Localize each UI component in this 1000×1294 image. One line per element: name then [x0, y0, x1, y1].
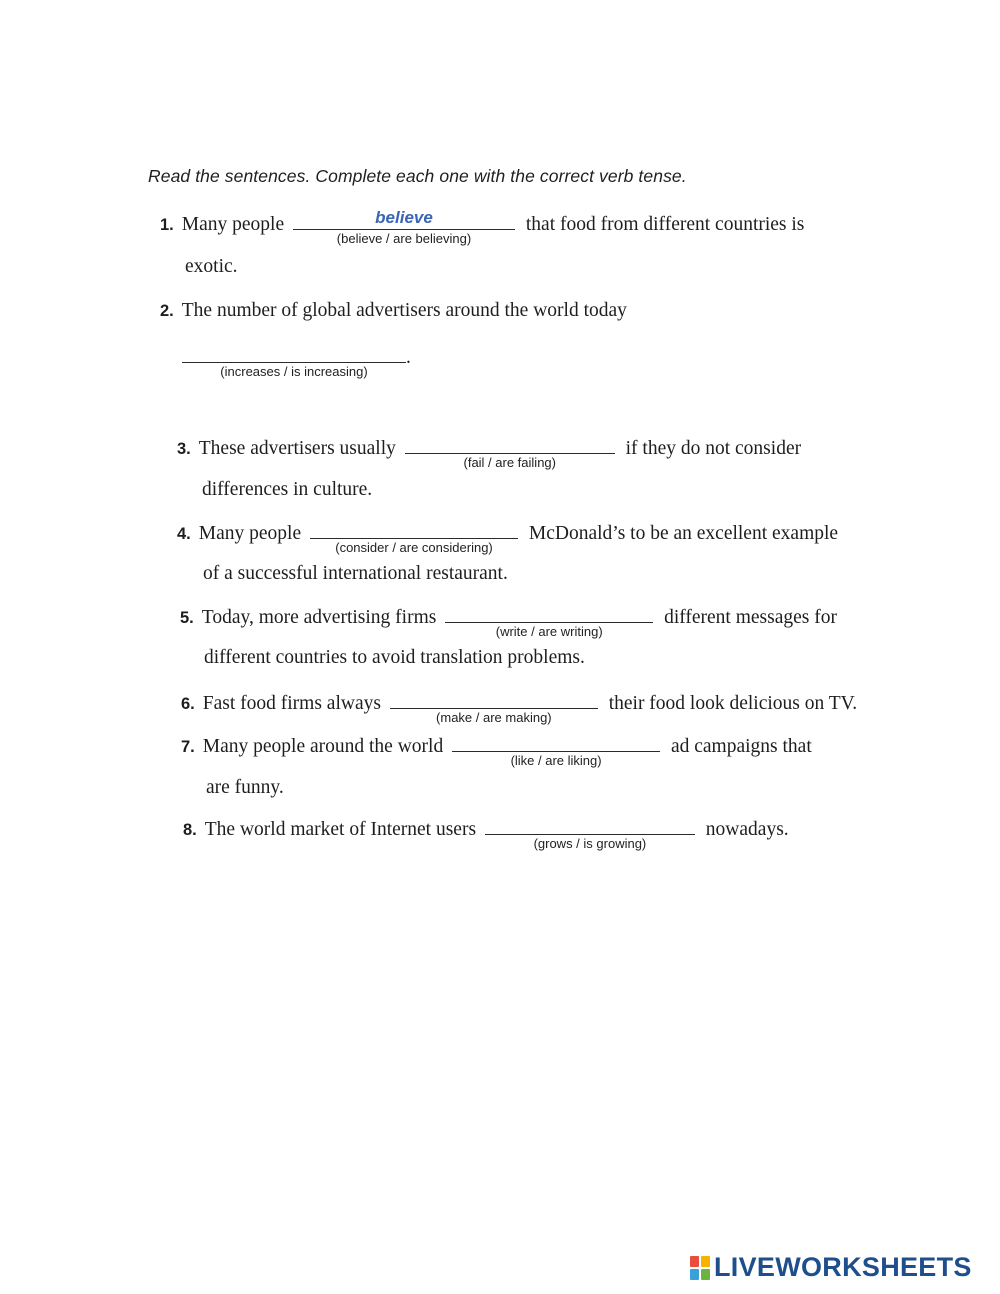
item-text-before: Today, more advertising firms — [201, 607, 437, 628]
item-text-after: nowadays. — [705, 819, 789, 840]
item-text-before: Many people — [198, 523, 302, 544]
item-6 — [181, 690, 858, 725]
answer-blank-3[interactable] — [405, 435, 615, 470]
item-number: 1. — [160, 216, 174, 234]
item-number: 7. — [181, 738, 195, 756]
item-2-blank-line — [182, 344, 411, 379]
item-text-after: ad campaigns that — [670, 736, 812, 757]
item-3-continuation: differences in culture. — [202, 479, 373, 500]
answer-blank-6[interactable] — [390, 690, 598, 725]
answer-blank-2[interactable] — [182, 344, 406, 379]
item-1-continuation: exotic. — [185, 256, 238, 277]
item-8 — [183, 816, 789, 851]
item-number: 5. — [180, 609, 194, 627]
item-5-continuation: different countries to avoid translation problems. — [204, 647, 585, 668]
answer-blank-7[interactable] — [452, 733, 660, 768]
verb-hint: (like / are liking) — [510, 753, 602, 768]
item-text-after: . — [406, 347, 411, 368]
item-text-before: These advertisers usually — [198, 438, 396, 459]
verb-hint: (grows / is growing) — [533, 836, 647, 851]
verb-hint: (increases / is increasing) — [220, 364, 368, 379]
answer-text: believe — [375, 208, 433, 227]
answer-blank-1[interactable] — [293, 208, 515, 246]
verb-hint: (make / are making) — [436, 710, 552, 725]
logo-square-3 — [690, 1269, 699, 1280]
item-2 — [160, 300, 627, 322]
verb-hint: (believe / are believing) — [336, 231, 472, 246]
item-1 — [160, 208, 805, 246]
answer-blank-4[interactable] — [310, 520, 518, 555]
item-7-continuation: are funny. — [206, 777, 284, 798]
item-number: 2. — [160, 302, 174, 320]
answer-blank-8[interactable] — [485, 816, 695, 851]
item-number: 4. — [177, 525, 191, 543]
item-text-after: that food from different countries is — [525, 214, 805, 235]
item-number: 3. — [177, 440, 191, 458]
verb-hint: (fail / are failing) — [463, 455, 556, 470]
logo-square-4 — [701, 1269, 710, 1280]
item-text-after: McDonald’s to be an excellent example — [528, 523, 839, 544]
liveworksheets-logo — [690, 1252, 972, 1283]
logo-square-1 — [690, 1256, 699, 1267]
item-text-before: The world market of Internet users — [204, 819, 477, 840]
logo-text: LIVEWORKSHEETS — [714, 1252, 972, 1282]
logo-square-2 — [701, 1256, 710, 1267]
item-text-after: if they do not consider — [625, 438, 802, 459]
item-4 — [177, 520, 839, 555]
logo-mark-icon — [690, 1256, 710, 1280]
item-3 — [177, 435, 802, 470]
item-text-before: Many people around the world — [202, 736, 444, 757]
instructions: Read the sentences. Complete each one with the correct verb tense. — [148, 166, 687, 186]
item-number: 8. — [183, 821, 197, 839]
item-text-after: different messages for — [664, 607, 837, 628]
answer-blank-5[interactable] — [445, 604, 653, 639]
item-4-continuation: of a successful international restaurant. — [203, 563, 508, 584]
item-text-before: The number of global advertisers around the world today — [181, 300, 627, 321]
verb-hint: (consider / are considering) — [335, 540, 493, 555]
item-text-after: their food look delicious on TV. — [608, 693, 858, 714]
item-5 — [180, 604, 837, 639]
item-text-before: Many people — [181, 214, 285, 235]
item-text-before: Fast food firms always — [202, 693, 381, 714]
verb-hint: (write / are writing) — [495, 624, 603, 639]
item-7 — [181, 733, 812, 768]
item-number: 6. — [181, 695, 195, 713]
